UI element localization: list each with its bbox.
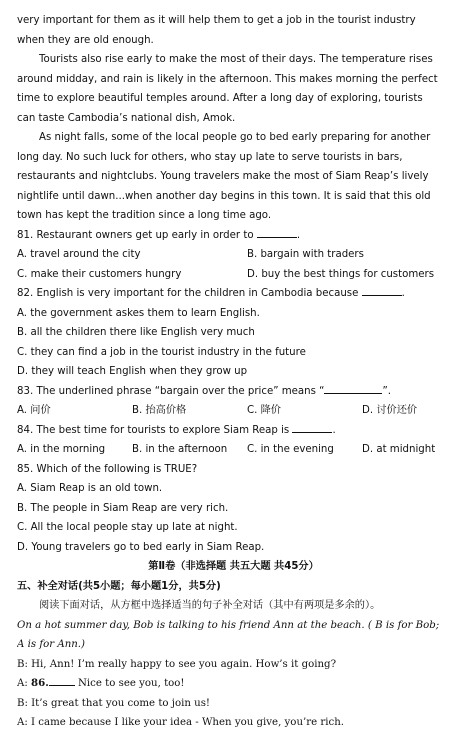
scenario-line: On a hot summer day, Bob is talking to his friend Ann at the beach. ( B is for Bob; [17, 619, 440, 631]
option-a: A. 问价 [17, 405, 51, 416]
passage-line: nightlife until dawn...when another day begins in this town. It is said that this old [17, 190, 431, 202]
question-81 [17, 226, 450, 246]
answer-blank [362, 285, 402, 296]
option-b: B. 抬高价格 [132, 405, 187, 416]
option-d: D. they will teach English when they grow up [17, 366, 248, 377]
passage-line: As night falls, some of the local people go to bed early preparing for another [39, 132, 431, 143]
section-title: 第Ⅱ卷（非选择题 共五大题 共45分） [148, 561, 319, 572]
passage-line: restaurants and nightclubs. Young travelers make the most of Siam Reap’s lively [17, 171, 429, 182]
option-d: D. 讨价还价 [362, 405, 418, 416]
option-c: C. in the evening [247, 444, 334, 455]
dialogue-text: Nice to see you, too! [74, 678, 185, 689]
question-stem: 84. The best time for tourists to explore Siam Reap is [17, 424, 290, 436]
question-stem: 81. Restaurant owners get up early in order to [17, 229, 254, 241]
question-83 [17, 382, 450, 402]
option-d: D. Young travelers go to bed early in Siam Reap. [17, 541, 265, 553]
option-c: C. 降价 [247, 405, 281, 416]
answer-blank [257, 227, 297, 238]
option-a: A. Siam Reap is an old town. [17, 483, 163, 494]
question-stem: 82. English is very important for the children in Cambodia because [17, 288, 359, 299]
options-row [17, 245, 450, 265]
passage-line: very important for them as it will help them to get a job in the tourist industry [17, 15, 416, 26]
answer-blank [324, 383, 382, 394]
passage-line: time to explore beautiful temples around. After a long day of exploring, tourists [17, 93, 423, 104]
question-tail: . [401, 288, 405, 299]
answer-blank [292, 422, 332, 433]
option-c: C. All the local people stay up late at night. [17, 522, 238, 533]
option-c: C. they can find a job in the tourist industry in the future [17, 346, 306, 358]
option-b: B. all the children there like English very much [17, 327, 255, 338]
question-tail: ”. [382, 385, 391, 397]
option-d: D. buy the best things for customers [247, 268, 435, 280]
question-stem: 83. The underlined phrase “bargain over the price” means “ [17, 385, 325, 397]
options-row [17, 265, 450, 285]
question-84 [17, 421, 450, 441]
option-a: A. the government askes them to learn English. [17, 307, 260, 319]
passage-line: can taste Cambodia’s national dish, Amok. [17, 112, 236, 124]
option-c: C. make their customers hungry [17, 268, 182, 280]
passage-line: when they are old enough. [17, 34, 154, 46]
options-row [17, 440, 450, 460]
options-row [17, 401, 450, 421]
question-82 [17, 284, 450, 304]
question-tail: . [296, 229, 301, 241]
option-a: A. travel around the city [17, 249, 141, 260]
option-d: D. at midnight [362, 444, 436, 455]
passage-line: around midday, and rain is likely in the afternoon. This makes morning the perfect [17, 73, 438, 85]
passage-line: long day. No such luck for others, who stay up late to serve tourists in bars, [17, 151, 403, 163]
option-b: B. The people in Siam Reap are very rich. [17, 502, 229, 514]
question-85: 85. Which of the following is TRUE? [17, 463, 198, 475]
dialogue-line: B: Hi, Ann! I’m really happy to see you again. How’s it going? [17, 658, 337, 670]
question-number: 86. [31, 677, 49, 689]
part5-instruction: 阅读下面对话，从方框中选择适当的句子补全对话（其中有两项是多余的）。 [39, 600, 381, 611]
passage-line: town has kept the tradition since a long time ago. [17, 210, 272, 221]
dialogue-line [17, 674, 450, 694]
option-a: A. in the morning [17, 444, 106, 455]
dialogue-line: A: I came because I like your idea - When you give, you’re rich. [17, 717, 345, 728]
option-b: B. bargain with traders [247, 249, 364, 260]
scenario-line: A is for Ann.) [17, 639, 86, 650]
part5-title: 五、补全对话(共5小题；每小题1分，共5分) [17, 580, 221, 592]
speaker-label: A: [17, 678, 32, 689]
answer-blank [49, 675, 75, 686]
question-tail: . [332, 424, 336, 436]
passage-line: Tourists also rise early to make the most of their days. The temperature rises [39, 54, 433, 65]
option-b: B. in the afternoon [132, 444, 228, 455]
dialogue-line: B: It’s great that you come to join us! [17, 697, 211, 709]
